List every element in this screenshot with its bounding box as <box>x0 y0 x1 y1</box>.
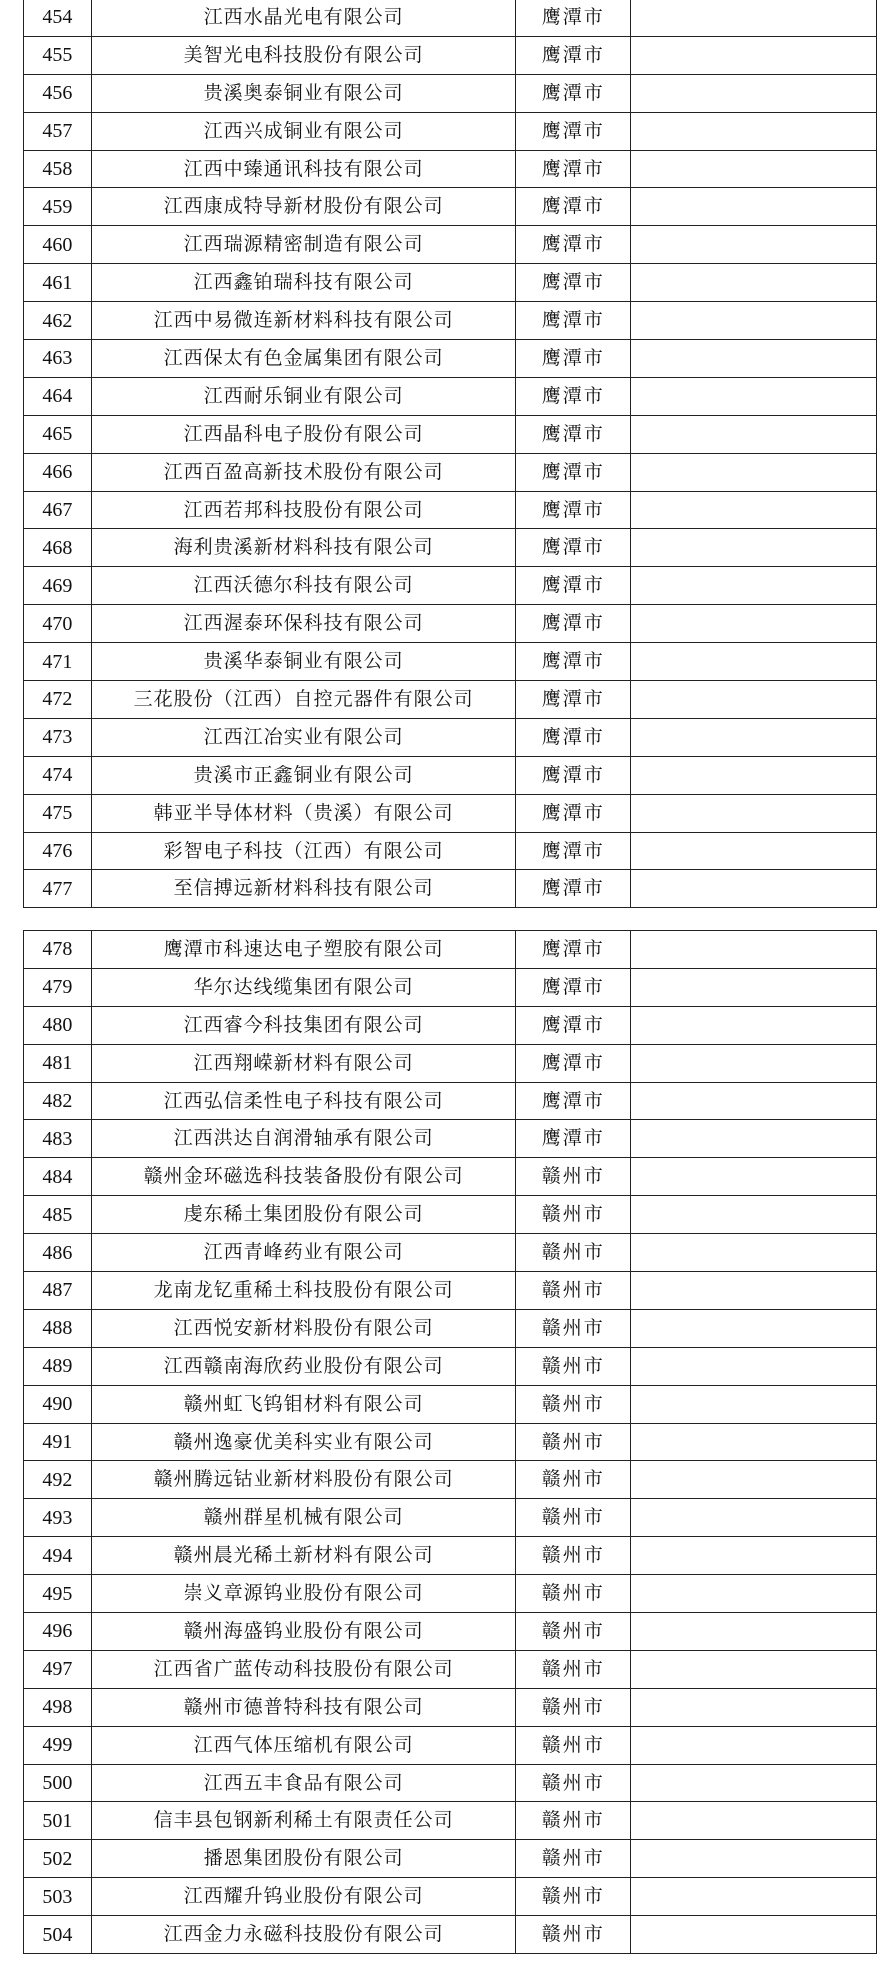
note-cell <box>631 1688 877 1726</box>
company-name: 江西弘信柔性电子科技有限公司 <box>91 1082 516 1120</box>
city-name: 鹰潭市 <box>516 0 631 36</box>
city-name: 赣州市 <box>516 1764 631 1802</box>
row-number: 495 <box>24 1575 92 1613</box>
company-table-page-2 <box>23 930 877 1954</box>
table-row <box>24 1234 877 1272</box>
company-name: 崇义章源钨业股份有限公司 <box>91 1575 516 1613</box>
table-row <box>24 567 877 605</box>
city-name: 鹰潭市 <box>516 491 631 529</box>
note-cell <box>631 1234 877 1272</box>
city-name: 赣州市 <box>516 1385 631 1423</box>
company-name: 江西悦安新材料股份有限公司 <box>91 1309 516 1347</box>
company-name: 三花股份（江西）自控元器件有限公司 <box>91 681 516 719</box>
city-name: 赣州市 <box>516 1461 631 1499</box>
row-number: 460 <box>24 226 92 264</box>
table-row <box>24 529 877 567</box>
row-number: 466 <box>24 453 92 491</box>
company-name: 彩智电子科技（江西）有限公司 <box>91 832 516 870</box>
city-name: 赣州市 <box>516 1613 631 1651</box>
company-name: 虔东稀土集团股份有限公司 <box>91 1196 516 1234</box>
row-number: 470 <box>24 605 92 643</box>
note-cell <box>631 794 877 832</box>
row-number: 464 <box>24 377 92 415</box>
company-name: 赣州腾远钴业新材料股份有限公司 <box>91 1461 516 1499</box>
city-name: 鹰潭市 <box>516 1006 631 1044</box>
table-row <box>24 453 877 491</box>
table-row <box>24 1878 877 1916</box>
note-cell <box>631 1120 877 1158</box>
note-cell <box>631 377 877 415</box>
note-cell <box>631 1082 877 1120</box>
row-number: 484 <box>24 1158 92 1196</box>
city-name: 鹰潭市 <box>516 1120 631 1158</box>
city-name: 鹰潭市 <box>516 340 631 378</box>
company-name: 贵溪市正鑫铜业有限公司 <box>91 756 516 794</box>
table-row <box>24 1688 877 1726</box>
city-name: 鹰潭市 <box>516 832 631 870</box>
note-cell <box>631 1158 877 1196</box>
city-name: 赣州市 <box>516 1196 631 1234</box>
note-cell <box>631 226 877 264</box>
company-name: 江西睿今科技集团有限公司 <box>91 1006 516 1044</box>
company-name: 赣州晨光稀土新材料有限公司 <box>91 1537 516 1575</box>
row-number: 502 <box>24 1840 92 1878</box>
table-row <box>24 150 877 188</box>
company-name: 贵溪华泰铜业有限公司 <box>91 643 516 681</box>
company-name: 江西江冶实业有限公司 <box>91 718 516 756</box>
table-row <box>24 1764 877 1802</box>
note-cell <box>631 718 877 756</box>
table-row <box>24 36 877 74</box>
city-name: 赣州市 <box>516 1347 631 1385</box>
table-row <box>24 1650 877 1688</box>
row-number: 465 <box>24 415 92 453</box>
table-row <box>24 302 877 340</box>
company-name: 华尔达线缆集团有限公司 <box>91 968 516 1006</box>
table-row <box>24 226 877 264</box>
company-name: 鹰潭市科速达电子塑胶有限公司 <box>91 931 516 969</box>
row-number: 491 <box>24 1423 92 1461</box>
company-name: 江西瑞源精密制造有限公司 <box>91 226 516 264</box>
city-name: 鹰潭市 <box>516 1082 631 1120</box>
row-number: 490 <box>24 1385 92 1423</box>
row-number: 469 <box>24 567 92 605</box>
note-cell <box>631 264 877 302</box>
note-cell <box>631 1499 877 1537</box>
table-row <box>24 1309 877 1347</box>
city-name: 鹰潭市 <box>516 36 631 74</box>
city-name: 赣州市 <box>516 1309 631 1347</box>
note-cell <box>631 0 877 36</box>
company-name: 赣州海盛钨业股份有限公司 <box>91 1613 516 1651</box>
city-name: 赣州市 <box>516 1878 631 1916</box>
row-number: 492 <box>24 1461 92 1499</box>
company-name: 江西翔嵘新材料有限公司 <box>91 1044 516 1082</box>
company-name: 江西洪达自润滑轴承有限公司 <box>91 1120 516 1158</box>
table-row <box>24 188 877 226</box>
table-row <box>24 1006 877 1044</box>
table-row <box>24 1120 877 1158</box>
city-name: 赣州市 <box>516 1499 631 1537</box>
table-row <box>24 643 877 681</box>
row-number: 503 <box>24 1878 92 1916</box>
company-name: 江西赣南海欣药业股份有限公司 <box>91 1347 516 1385</box>
note-cell <box>631 756 877 794</box>
city-name: 鹰潭市 <box>516 643 631 681</box>
city-name: 鹰潭市 <box>516 567 631 605</box>
note-cell <box>631 1878 877 1916</box>
city-name: 鹰潭市 <box>516 605 631 643</box>
table-row <box>24 1196 877 1234</box>
company-name: 赣州市德普特科技有限公司 <box>91 1688 516 1726</box>
table-row <box>24 1044 877 1082</box>
table-row <box>24 0 877 36</box>
table-row <box>24 1082 877 1120</box>
city-name: 赣州市 <box>516 1234 631 1272</box>
table-row <box>24 1537 877 1575</box>
note-cell <box>631 453 877 491</box>
row-number: 461 <box>24 264 92 302</box>
row-number: 479 <box>24 968 92 1006</box>
company-name: 江西若邦科技股份有限公司 <box>91 491 516 529</box>
company-name: 江西耐乐铜业有限公司 <box>91 377 516 415</box>
row-number: 498 <box>24 1688 92 1726</box>
company-name: 江西水晶光电有限公司 <box>91 0 516 36</box>
note-cell <box>631 1726 877 1764</box>
row-number: 467 <box>24 491 92 529</box>
row-number: 486 <box>24 1234 92 1272</box>
table-row <box>24 1726 877 1764</box>
table-row <box>24 340 877 378</box>
note-cell <box>631 491 877 529</box>
city-name: 鹰潭市 <box>516 415 631 453</box>
table-row <box>24 931 877 969</box>
city-name: 赣州市 <box>516 1688 631 1726</box>
table-row <box>24 1461 877 1499</box>
table-row <box>24 1158 877 1196</box>
row-number: 463 <box>24 340 92 378</box>
row-number: 501 <box>24 1802 92 1840</box>
row-number: 462 <box>24 302 92 340</box>
company-name: 江西沃德尔科技有限公司 <box>91 567 516 605</box>
row-number: 473 <box>24 718 92 756</box>
note-cell <box>631 1272 877 1310</box>
row-number: 454 <box>24 0 92 36</box>
city-name: 鹰潭市 <box>516 150 631 188</box>
table-row <box>24 491 877 529</box>
city-name: 鹰潭市 <box>516 968 631 1006</box>
note-cell <box>631 1044 877 1082</box>
company-name: 信丰县包钢新利稀土有限责任公司 <box>91 1802 516 1840</box>
company-name: 江西鑫铂瑞科技有限公司 <box>91 264 516 302</box>
company-name: 江西五丰食品有限公司 <box>91 1764 516 1802</box>
company-name: 江西渥泰环保科技有限公司 <box>91 605 516 643</box>
note-cell <box>631 529 877 567</box>
row-number: 500 <box>24 1764 92 1802</box>
company-name: 韩亚半导体材料（贵溪）有限公司 <box>91 794 516 832</box>
row-number: 471 <box>24 643 92 681</box>
note-cell <box>631 1006 877 1044</box>
city-name: 赣州市 <box>516 1537 631 1575</box>
row-number: 496 <box>24 1613 92 1651</box>
note-cell <box>631 1423 877 1461</box>
table-row <box>24 1499 877 1537</box>
row-number: 458 <box>24 150 92 188</box>
note-cell <box>631 36 877 74</box>
row-number: 489 <box>24 1347 92 1385</box>
note-cell <box>631 1613 877 1651</box>
table-row <box>24 1840 877 1878</box>
note-cell <box>631 968 877 1006</box>
row-number: 487 <box>24 1272 92 1310</box>
company-name: 江西青峰药业有限公司 <box>91 1234 516 1272</box>
table-row <box>24 415 877 453</box>
city-name: 赣州市 <box>516 1916 631 1954</box>
table-row <box>24 1802 877 1840</box>
note-cell <box>631 1461 877 1499</box>
city-name: 赣州市 <box>516 1650 631 1688</box>
city-name: 鹰潭市 <box>516 74 631 112</box>
note-cell <box>631 150 877 188</box>
company-name: 赣州金环磁选科技装备股份有限公司 <box>91 1158 516 1196</box>
row-number: 456 <box>24 74 92 112</box>
company-name: 江西中臻通讯科技有限公司 <box>91 150 516 188</box>
city-name: 鹰潭市 <box>516 1044 631 1082</box>
table-row <box>24 377 877 415</box>
company-name: 江西气体压缩机有限公司 <box>91 1726 516 1764</box>
city-name: 鹰潭市 <box>516 718 631 756</box>
table-row <box>24 1575 877 1613</box>
row-number: 477 <box>24 870 92 908</box>
table-row <box>24 74 877 112</box>
city-name: 鹰潭市 <box>516 529 631 567</box>
city-name: 鹰潭市 <box>516 453 631 491</box>
company-name: 播恩集团股份有限公司 <box>91 1840 516 1878</box>
page-break <box>0 908 877 930</box>
note-cell <box>631 643 877 681</box>
table-row <box>24 1423 877 1461</box>
table-body <box>24 931 877 1954</box>
row-number: 459 <box>24 188 92 226</box>
city-name: 鹰潭市 <box>516 794 631 832</box>
table-row <box>24 1272 877 1310</box>
row-number: 497 <box>24 1650 92 1688</box>
company-name: 江西耀升钨业股份有限公司 <box>91 1878 516 1916</box>
row-number: 481 <box>24 1044 92 1082</box>
city-name: 鹰潭市 <box>516 112 631 150</box>
note-cell <box>631 74 877 112</box>
city-name: 赣州市 <box>516 1272 631 1310</box>
note-cell <box>631 112 877 150</box>
row-number: 499 <box>24 1726 92 1764</box>
note-cell <box>631 1840 877 1878</box>
note-cell <box>631 302 877 340</box>
note-cell <box>631 931 877 969</box>
table-row <box>24 756 877 794</box>
table-row <box>24 870 877 908</box>
row-number: 485 <box>24 1196 92 1234</box>
company-name: 赣州逸豪优美科实业有限公司 <box>91 1423 516 1461</box>
city-name: 鹰潭市 <box>516 931 631 969</box>
note-cell <box>631 605 877 643</box>
city-name: 鹰潭市 <box>516 870 631 908</box>
table-row <box>24 832 877 870</box>
table-row <box>24 1916 877 1954</box>
company-name: 江西兴成铜业有限公司 <box>91 112 516 150</box>
row-number: 457 <box>24 112 92 150</box>
note-cell <box>631 567 877 605</box>
company-name: 贵溪奥泰铜业有限公司 <box>91 74 516 112</box>
company-name: 江西中易微连新材料科技有限公司 <box>91 302 516 340</box>
note-cell <box>631 1347 877 1385</box>
note-cell <box>631 1309 877 1347</box>
note-cell <box>631 832 877 870</box>
note-cell <box>631 415 877 453</box>
company-name: 江西金力永磁科技股份有限公司 <box>91 1916 516 1954</box>
table-row <box>24 1385 877 1423</box>
note-cell <box>631 1196 877 1234</box>
note-cell <box>631 340 877 378</box>
city-name: 鹰潭市 <box>516 264 631 302</box>
company-table-page-1 <box>23 0 877 908</box>
table-row <box>24 1347 877 1385</box>
city-name: 鹰潭市 <box>516 302 631 340</box>
table-row <box>24 112 877 150</box>
row-number: 483 <box>24 1120 92 1158</box>
row-number: 478 <box>24 931 92 969</box>
note-cell <box>631 870 877 908</box>
note-cell <box>631 1650 877 1688</box>
table-row <box>24 264 877 302</box>
table-row <box>24 794 877 832</box>
company-name: 至信搏远新材料科技有限公司 <box>91 870 516 908</box>
table-row <box>24 681 877 719</box>
city-name: 鹰潭市 <box>516 188 631 226</box>
table-row <box>24 605 877 643</box>
note-cell <box>631 1537 877 1575</box>
company-name: 赣州群星机械有限公司 <box>91 1499 516 1537</box>
row-number: 488 <box>24 1309 92 1347</box>
company-name: 江西保太有色金属集团有限公司 <box>91 340 516 378</box>
row-number: 474 <box>24 756 92 794</box>
city-name: 鹰潭市 <box>516 681 631 719</box>
city-name: 赣州市 <box>516 1423 631 1461</box>
row-number: 494 <box>24 1537 92 1575</box>
company-name: 江西百盈高新技术股份有限公司 <box>91 453 516 491</box>
row-number: 504 <box>24 1916 92 1954</box>
city-name: 鹰潭市 <box>516 226 631 264</box>
note-cell <box>631 188 877 226</box>
city-name: 鹰潭市 <box>516 377 631 415</box>
company-name: 江西康成特导新材股份有限公司 <box>91 188 516 226</box>
row-number: 455 <box>24 36 92 74</box>
note-cell <box>631 1802 877 1840</box>
row-number: 468 <box>24 529 92 567</box>
note-cell <box>631 681 877 719</box>
company-name: 江西省广蓝传动科技股份有限公司 <box>91 1650 516 1688</box>
city-name: 赣州市 <box>516 1802 631 1840</box>
city-name: 赣州市 <box>516 1726 631 1764</box>
city-name: 赣州市 <box>516 1575 631 1613</box>
row-number: 472 <box>24 681 92 719</box>
city-name: 赣州市 <box>516 1840 631 1878</box>
company-name: 赣州虹飞钨钼材料有限公司 <box>91 1385 516 1423</box>
company-name: 龙南龙钇重稀土科技股份有限公司 <box>91 1272 516 1310</box>
city-name: 鹰潭市 <box>516 756 631 794</box>
city-name: 赣州市 <box>516 1158 631 1196</box>
company-name: 海利贵溪新材料科技有限公司 <box>91 529 516 567</box>
note-cell <box>631 1385 877 1423</box>
table-body <box>24 0 877 908</box>
row-number: 475 <box>24 794 92 832</box>
company-name: 美智光电科技股份有限公司 <box>91 36 516 74</box>
table-row <box>24 968 877 1006</box>
note-cell <box>631 1575 877 1613</box>
table-row <box>24 718 877 756</box>
row-number: 482 <box>24 1082 92 1120</box>
table-row <box>24 1613 877 1651</box>
note-cell <box>631 1916 877 1954</box>
company-name: 江西晶科电子股份有限公司 <box>91 415 516 453</box>
row-number: 476 <box>24 832 92 870</box>
row-number: 493 <box>24 1499 92 1537</box>
row-number: 480 <box>24 1006 92 1044</box>
note-cell <box>631 1764 877 1802</box>
